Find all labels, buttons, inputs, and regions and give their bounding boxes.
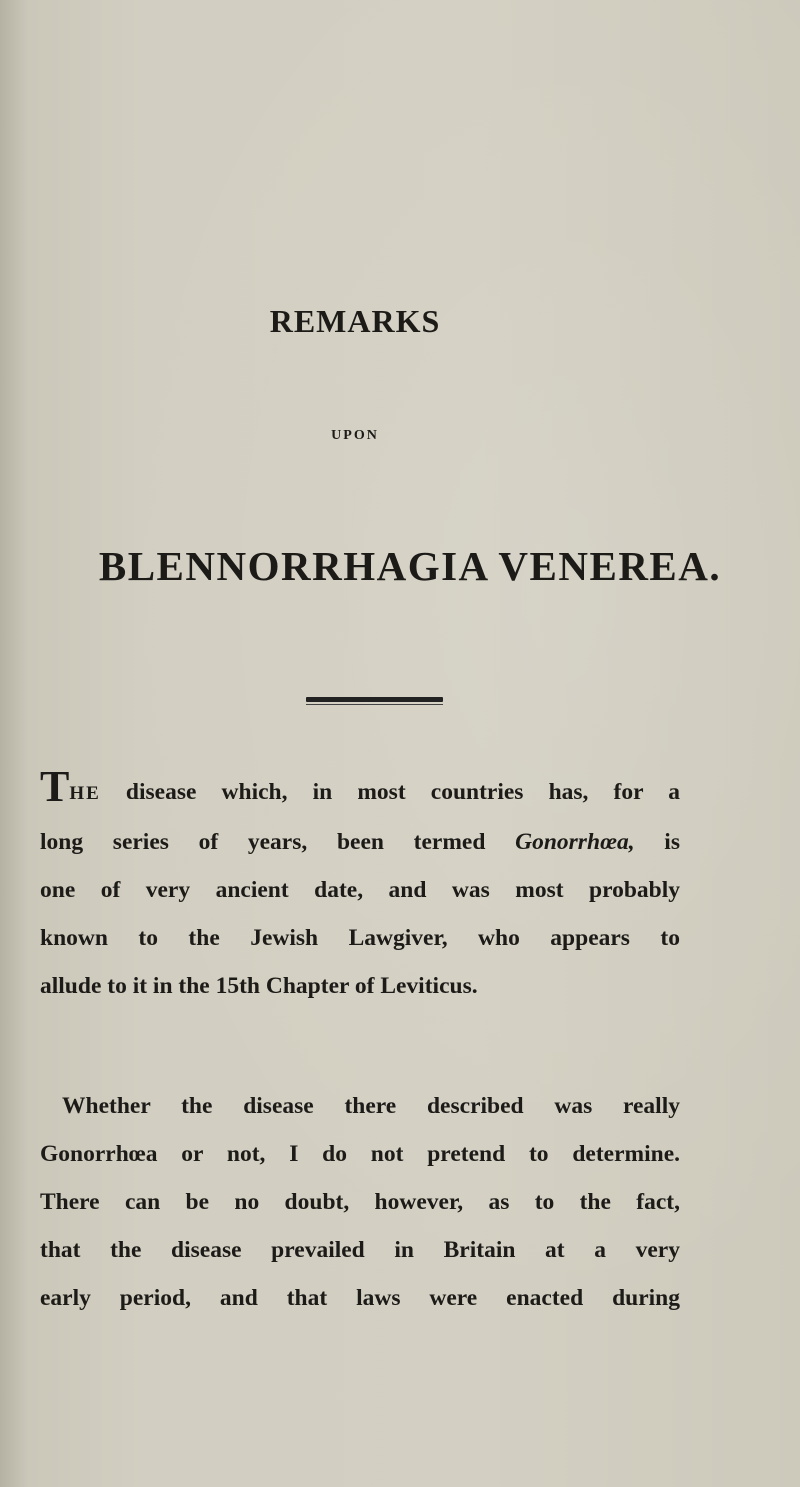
paragraph-1-line-2 [40, 818, 680, 866]
paragraph-1 [40, 762, 680, 1010]
line-text: disease which, in most countries has, for a [100, 779, 680, 805]
paragraph-2 [40, 1082, 680, 1322]
heading-remarks: REMARKS [269, 303, 441, 339]
paragraph-2-line-1: Whether the disease there described was really [62, 1093, 680, 1119]
italic-term: Gonorrhœa, [515, 829, 635, 855]
heading-subject: BLENNORRHAGIA VENEREA. [98, 543, 722, 589]
paragraph-2-line-3: There can be no doubt, however, as to the fact, [40, 1189, 680, 1215]
page-gutter-shadow [0, 0, 28, 1487]
paragraph-2-line-5: early period, and that laws were enacted during [40, 1285, 680, 1311]
decorative-rule [306, 697, 443, 702]
paragraph-2-line-2: Gonorrhœa or not, I do not pretend to determine. [40, 1141, 680, 1167]
line-text: is [634, 829, 680, 855]
paragraph-1-line-4: known to the Jewish Lawgiver, who appears to [40, 925, 680, 951]
small-caps-word: HE [69, 783, 101, 804]
paragraph-1-line-1 [40, 762, 680, 818]
line-text: long series of years, been termed [40, 829, 516, 855]
paragraph-1-line-3: one of very ancient date, and was most probably [40, 877, 680, 903]
paragraph-1-line-5: allude to it in the 15th Chapter of Leviticus. [40, 973, 478, 999]
heading-upon: UPON [331, 428, 379, 443]
drop-cap: T [40, 762, 70, 811]
paragraph-2-line-4: that the disease prevailed in Britain at a very [40, 1237, 680, 1263]
